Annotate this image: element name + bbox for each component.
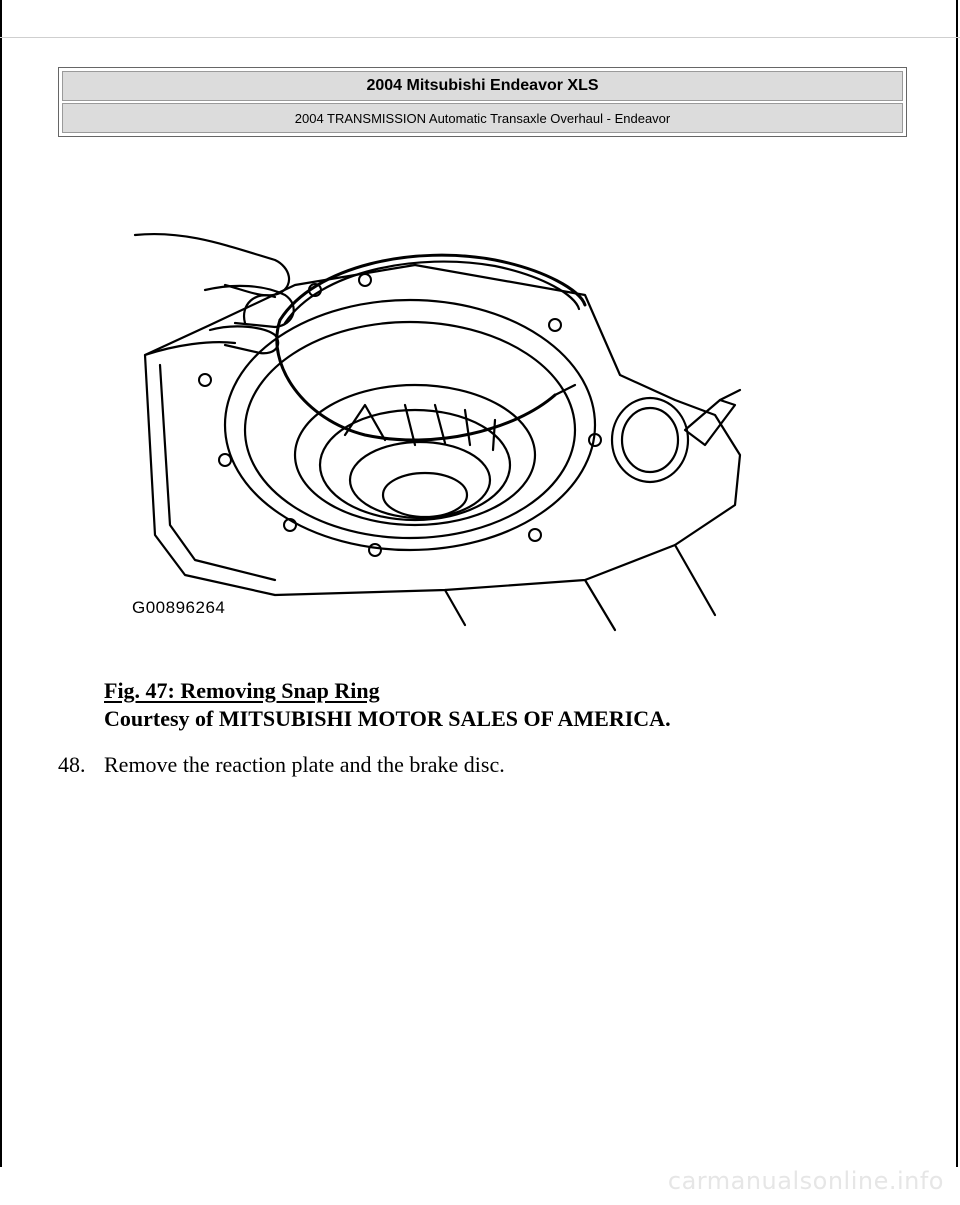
header-subtitle: 2004 TRANSMISSION Automatic Transaxle Overhaul - Endeavor: [62, 103, 903, 133]
step-text: Remove the reaction plate and the brake disc.: [104, 752, 505, 777]
figure-image-id: G00896264: [132, 598, 226, 617]
header-title: 2004 Mitsubishi Endeavor XLS: [62, 71, 903, 101]
watermark: carmanualsonline.info: [667, 1167, 944, 1195]
procedure-step: [58, 752, 505, 778]
top-rule: [0, 37, 960, 38]
figure-caption: [104, 677, 671, 733]
figure-title-link[interactable]: Fig. 47: Removing Snap Ring: [104, 678, 380, 703]
snap-ring-removal-illustration: [115, 205, 755, 635]
figure-courtesy: Courtesy of MITSUBISHI MOTOR SALES OF AMERICA.: [104, 706, 671, 731]
step-number: 48.: [58, 752, 86, 777]
document-header: [58, 67, 907, 137]
